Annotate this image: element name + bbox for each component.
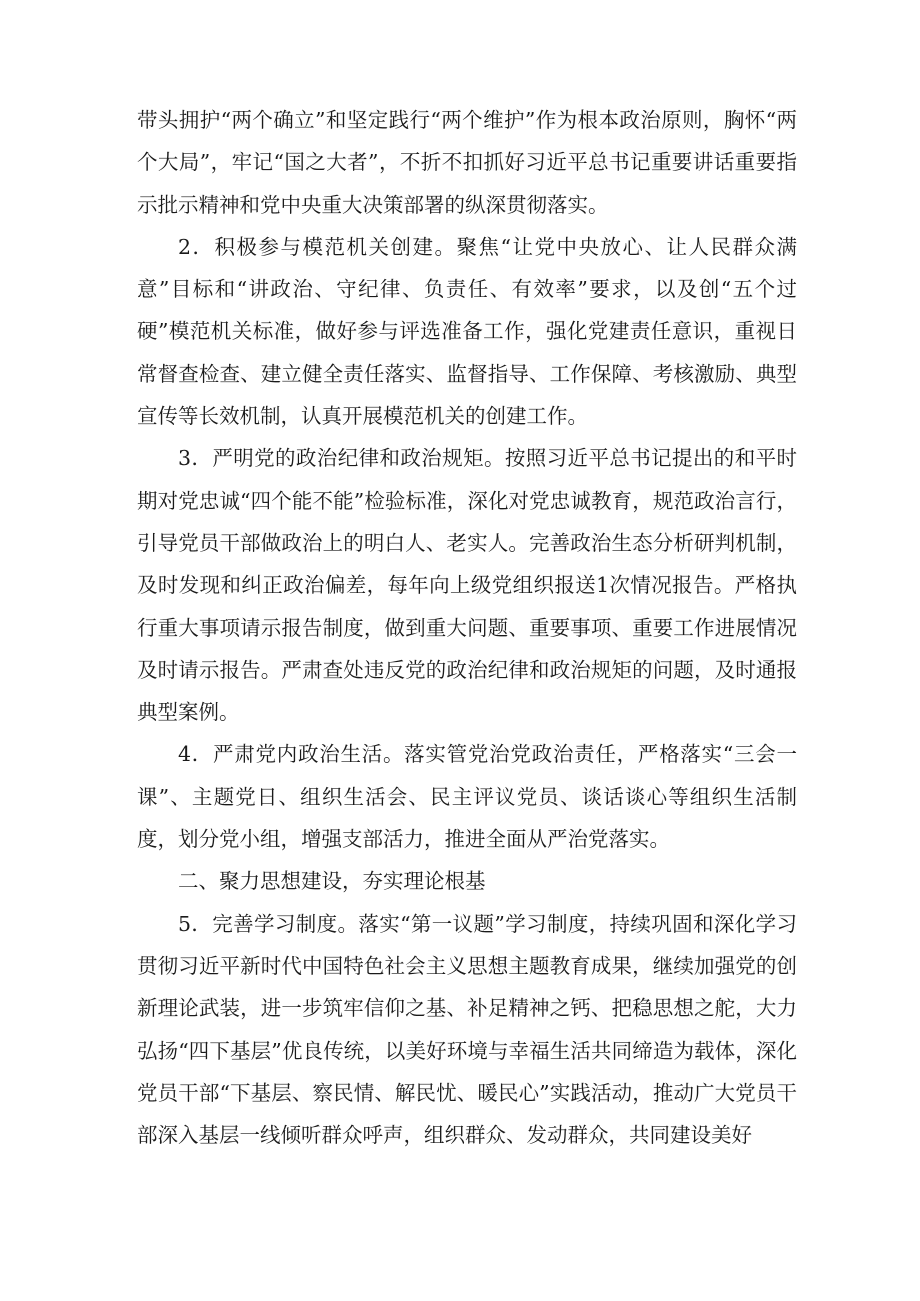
paragraph-item-5: 5．完善学习制度。落实“第一议题”学习制度，持续巩固和深化学习贯彻习近平新时代中国特色社会主义思想主题教育成果，继续加强党的创新理论武装，进一步筑牢信仰之基、补足精神之钙、把稳思想之舵，大力弘扬“四下基层”优良传统，以美好环境与幸福生活共同缔造为载体，深化党员干部“下基层、察民情、解民忧、暖民心”实践活动，推动广大党员干部深入基层一线倾听群众呼声，组织群众、发动群众，共同建设美好 — [137, 911, 797, 1148]
paragraph-item-3: 3．严明党的政治纪律和政治规矩。按照习近平总书记提出的和平时期对党忠诚“四个能不能”检验标准，深化对党忠诚教育，规范政治言行，引导党员干部做政治上的明白人、老实人。完善政治生态分析研判机制，及时发现和纠正政治偏差，每年向上级党组织报送1次情况报告。严格执行重大事项请示报告制度，做到重大问题、重要事项、重要工作进展情况及时请示报告。严肃查处违反党的政治纪律和政治规矩的问题，及时通报典型案例。 — [137, 446, 797, 725]
paragraph-continuation: 带头拥护“两个确立”和坚定践行“两个维护”作为根本政治原则，胸怀“两个大局”，牢记“国之大者”，不折不扣抓好习近平总书记重要讲话重要指示批示精神和党中央重大决策部署的纵深贯彻落实。 — [137, 108, 797, 217]
section-heading: 二、聚力思想建设，夯实理论根基 — [178, 869, 486, 894]
document-body — [137, 99, 797, 1156]
paragraph-item-4: 4．严肃党内政治生活。落实管党治党政治责任，严格落实“三会一课”、主题党日、组织生活会、民主评议党员、谈话谈心等组织生活制度，划分党小组，增强支部活力，推进全面从严治党落实。 — [137, 742, 797, 852]
paragraph-item-2: 2．积极参与模范机关创建。聚焦“让党中央放心、让人民群众满意”目标和“讲政治、守纪律、负责任、有效率”要求，以及创“五个过硬”模范机关标准，做好参与评选准备工作，强化党建责任意识，重视日常督查检查、建立健全责任落实、监督指导、工作保障、考核激励、典型宣传等长效机制，认真开展模范机关的创建工作。 — [137, 234, 797, 429]
